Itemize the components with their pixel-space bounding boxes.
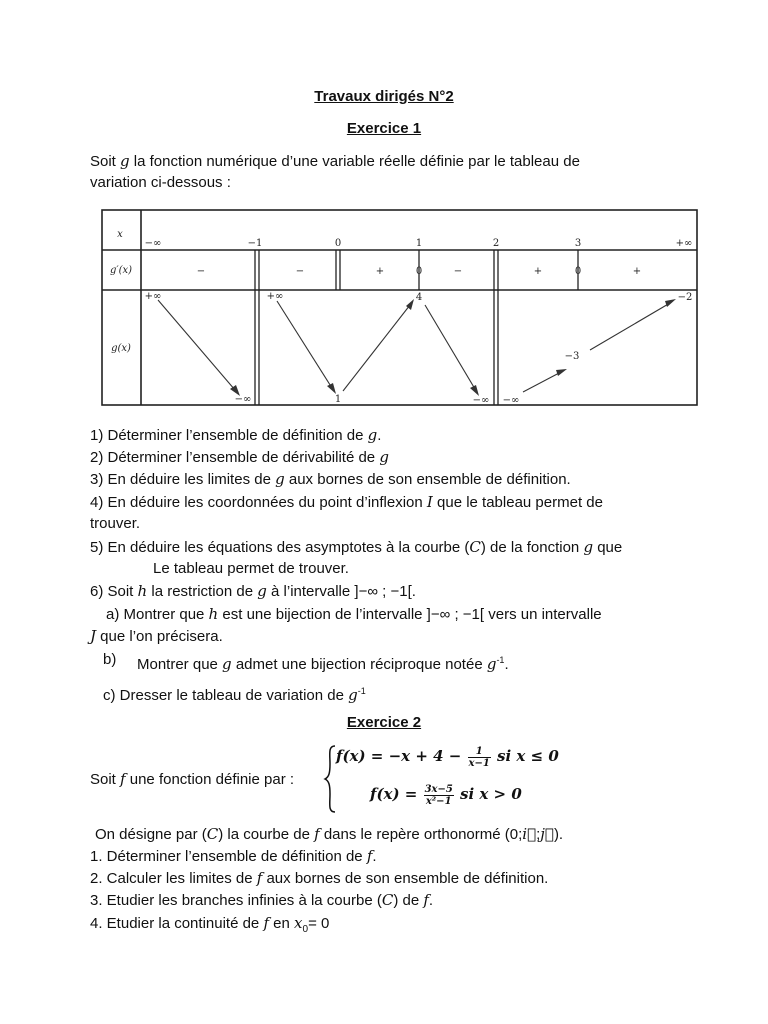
question-6a: a) Montrer que h est une bijection de l’intervalle ]−∞ ; −1[ vers un intervalle [106, 605, 602, 623]
sign: + [375, 266, 385, 277]
piecewise-case-2: f(x) = $\frac{3x-5}{\text{x²−1}}$ si x > 0 [370, 783, 522, 807]
question-4-continued: trouver. [90, 515, 141, 532]
ex2-line-2: 2. Calculer les limites de f aux bornes de son ensemble de définition. [90, 869, 549, 887]
intro-line-2: variation ci-dessous : [90, 174, 231, 191]
g-value: −2 [677, 292, 693, 303]
sign: + [632, 266, 642, 277]
x-value: +∞ [675, 238, 693, 249]
g-value: −∞ [234, 394, 252, 405]
g-value: −∞ [502, 395, 520, 406]
arrow-down-3 [425, 305, 475, 389]
question-5: 5) En déduire les équations des asymptotes à la courbe (C) de la fonction g que [90, 538, 623, 556]
row-label-gprime: g′(x) [109, 265, 133, 276]
question-4: 4) En déduire les coordonnées du point d’inflexion I que le tableau permet de [90, 493, 603, 511]
sign: − [295, 266, 305, 277]
x-value: 3 [574, 238, 582, 249]
question-6b: b) [103, 651, 117, 668]
sign: − [196, 266, 206, 277]
sign: 0 [415, 266, 423, 277]
question-6: 6) Soit h la restriction de g à l’intervalle ]−∞ ; −1[. [90, 582, 416, 600]
question-6b-text: Montrer que g admet une bijection réciproque notée $g^{-1}$. [137, 655, 509, 673]
g-value: −3 [564, 351, 580, 362]
question-6c: c) Dresser le tableau de variation de $g^{-1}$ [103, 686, 366, 704]
g-value: 4 [415, 292, 423, 303]
ex2-line-1: 1. Déterminer l’ensemble de définition de f. [90, 847, 377, 865]
question-5-continued: Le tableau permet de trouver. [153, 560, 349, 577]
exercise-1-heading: Exercice 1 [346, 120, 422, 137]
arrow-up-2 [523, 372, 561, 392]
arrow-down-1 [158, 300, 235, 390]
ex2-line-0: On désigne par (C) la courbe de f dans le repère orthonormé (0;i⃗;j⃗). [95, 825, 564, 843]
row-label-g: g(x) [111, 343, 131, 354]
row-label-x: x [117, 229, 123, 240]
g-value: −∞ [472, 395, 490, 406]
question-3: 3) En déduire les limites de g aux bornes de son ensemble de définition. [90, 470, 571, 488]
function-definition-label: Soit f une fonction définie par : [90, 770, 295, 788]
sign: + [533, 266, 543, 277]
intro-line-1: Soit g la fonction numérique d’une variable réelle définie par le tableau de [90, 152, 580, 170]
x-value: 1 [415, 238, 423, 249]
g-value: +∞ [266, 291, 284, 302]
x-value: −1 [247, 238, 263, 249]
piecewise-case-1: f(x) = −x + 4 − $\frac{1}{x-1}$ si x ≤ 0 [336, 745, 559, 769]
variation-table [100, 208, 700, 408]
g-value: +∞ [144, 291, 162, 302]
exercise-2-heading: Exercice 2 [346, 714, 422, 731]
question-2: 2) Déterminer l’ensemble de dérivabilité de g [90, 448, 389, 466]
ex2-line-3: 3. Etudier les branches infinies à la courbe (C) de f. [90, 891, 434, 909]
piecewise-brace [323, 744, 337, 814]
arrow-up-1 [343, 305, 410, 391]
sign: 0 [574, 266, 582, 277]
arrow-down-2 [277, 301, 332, 388]
x-value: 2 [492, 238, 500, 249]
x-value: −∞ [144, 238, 162, 249]
ex2-line-4: 4. Etudier la continuité de f en $x_0= 0$ [90, 914, 330, 935]
x-value: 0 [334, 238, 342, 249]
document-title: Travaux dirigés N°2 [314, 88, 454, 105]
g-value: 1 [334, 394, 342, 405]
question-1: 1) Déterminer l’ensemble de définition de g. [90, 426, 382, 444]
question-6a-continued: J que l’on précisera. [90, 627, 223, 645]
sign: − [453, 266, 463, 277]
arrow-up-3 [590, 303, 670, 350]
